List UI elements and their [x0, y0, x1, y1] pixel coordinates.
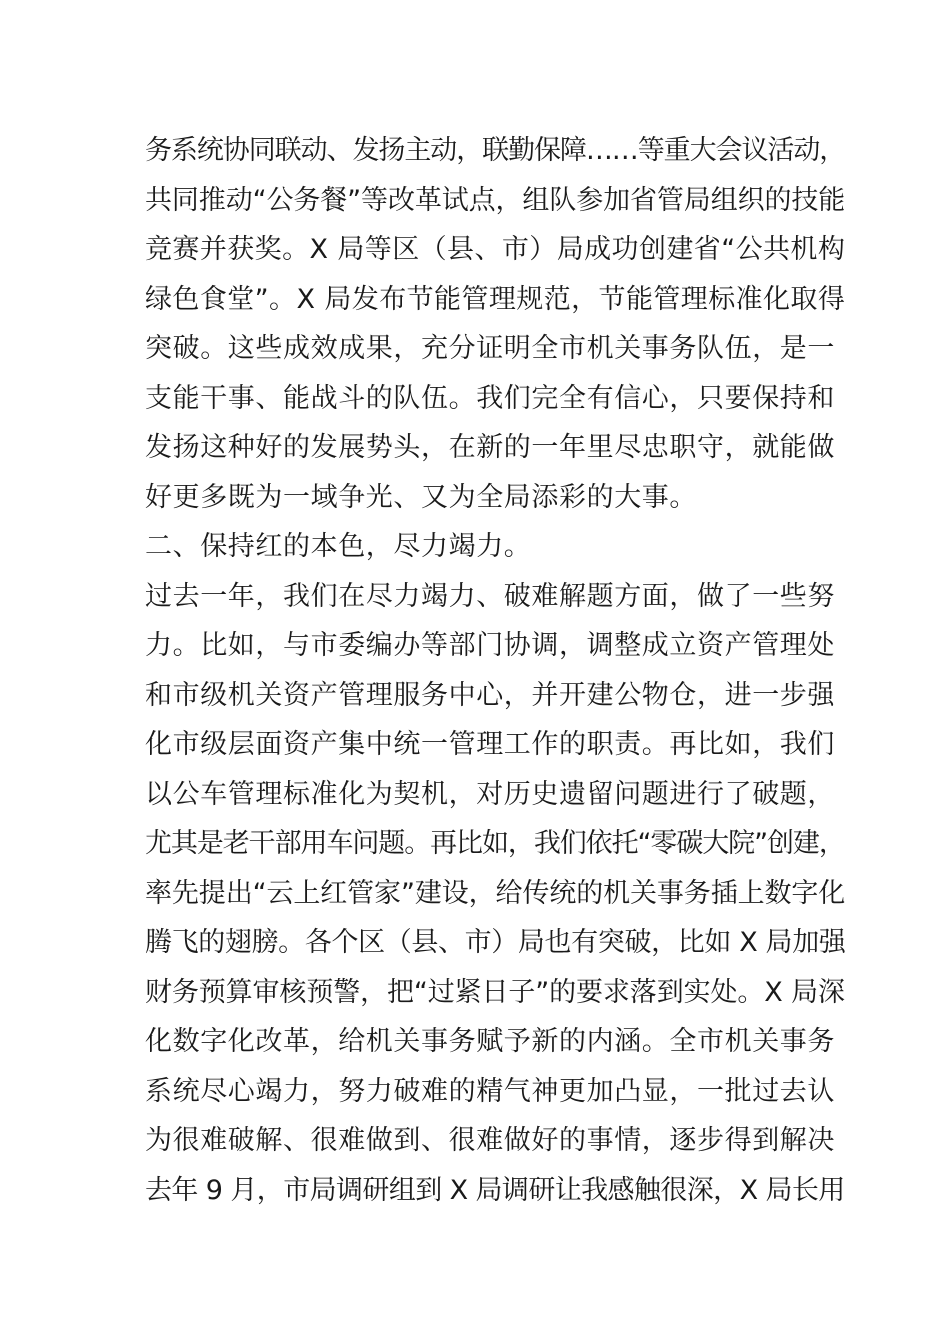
text-line: 为很难破解、很难做到、很难做好的事情，逐步得到解决 [145, 1125, 835, 1156]
body-text [145, 126, 845, 1215]
text-line: 化数字化改革，给机关事务赋予新的内涵。全市机关事务 [145, 1026, 835, 1057]
text-line: 力。比如，与市委编办等部门协调，调整成立资产管理处 [145, 630, 835, 661]
text-line: 竞赛并获奖。X 局等区（县、市）局成功创建省“公共机构 [145, 234, 846, 265]
text-line: 共同推动“公务餐”等改革试点，组队参加省管局组织的技能 [145, 184, 846, 216]
text-line: 和市级机关资产管理服务中心，并开建公物仓，进一步强 [145, 679, 835, 711]
text-line: 尤其是老干部用车问题。再比如，我们依托“零碳大院”创建， [145, 828, 845, 859]
text-line: 以公车管理标准化为契机，对历史遗留问题进行了破题， [145, 778, 835, 810]
text-line: 率先提出“云上红管家”建设，给传统的机关事务插上数字化 [145, 877, 846, 909]
text-line: 突破。这些成效成果，充分证明全市机关事务队伍，是一 [145, 333, 835, 364]
text-line: 支能干事、能战斗的队伍。我们完全有信心，只要保持和 [145, 382, 835, 414]
text-line: 绿色食堂”。X 局发布节能管理规范，节能管理标准化取得 [145, 283, 846, 315]
section-heading: 二、保持红的本色，尽力竭力。 [145, 531, 532, 562]
text-line: 腾飞的翅膀。各个区（县、市）局也有突破，比如 X 局加强 [145, 927, 846, 958]
text-line: 去年 9 月，市局调研组到 X 局调研让我感触很深，X 局长用 [145, 1174, 845, 1206]
text-line: 务系统协同联动、发扬主动，联勤保障……等重大会议活动， [145, 135, 846, 166]
text-line: 过去一年，我们在尽力竭力、破难解题方面，做了一些努 [145, 580, 835, 612]
text-line: 系统尽心竭力，努力破难的精气神更加凸显，一批过去认 [145, 1075, 835, 1107]
text-line: 好更多既为一域争光、又为全局添彩的大事。 [145, 481, 697, 513]
text-line: 发扬这种好的发展势头，在新的一年里尽忠职守，就能做 [145, 432, 835, 463]
text-line: 财务预算审核预警，把“过紧日子”的要求落到实处。X 局深 [145, 976, 845, 1008]
text-line: 化市级层面资产集中统一管理工作的职责。再比如，我们 [145, 729, 835, 760]
